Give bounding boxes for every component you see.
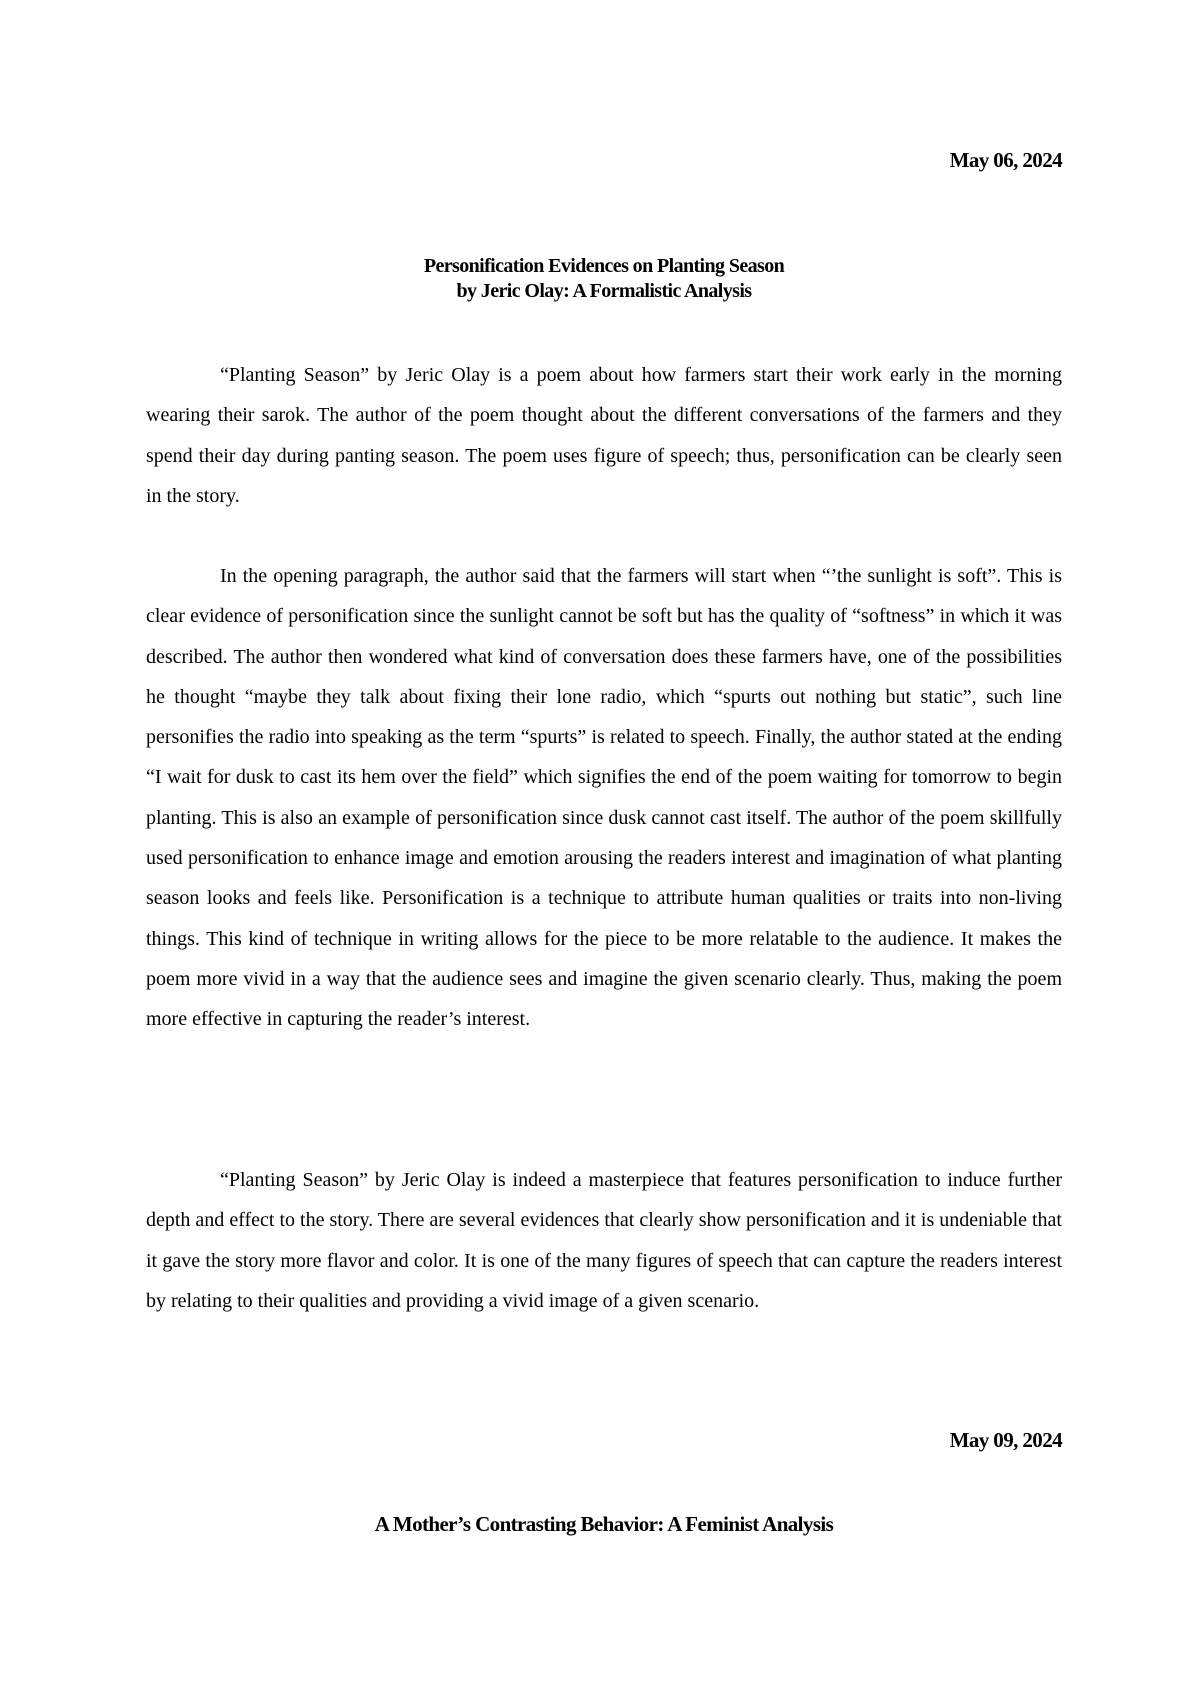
essay-paragraph-3: “Planting Season” by Jeric Olay is indeed a masterpiece that features personification to induce further depth and effect to the story. There are several evidences that clearly show personification and it is undeniable that it gave the story more flavor and color. It is one of the many figures of speech that can capture the readers interest by relating to their qualities and providing a vivid image of a given scenario.: [146, 1169, 1062, 1312]
entry-date: May 06, 2024: [949, 148, 1062, 172]
entry-date: May 09, 2024: [949, 1428, 1062, 1452]
essay-paragraph-2: In the opening paragraph, the author said that the farmers will start when “’the sunlight is soft”. This is clear evidence of personification since the sunlight cannot be soft but has the quality of “softness” in which it was described. The author then wondered what kind of conversation does these farmers have, one of the possibilities he thought “maybe they talk about fixing their lone radio, which “spurts out nothing but static”, such line personifies the radio into speaking as the term “spurts” is related to speech. Finally, the author stated at the ending “I wait for dusk to cast its hem over the field” which signifies the end of the poem waiting for tomorrow to begin planting. This is also an example of personification since dusk cannot cast itself. The author of the poem skillfully used personification to enhance image and emotion arousing the readers interest and imagination of what planting season looks and feels like. Personification is a technique to attribute human qualities or traits into non-living things. This kind of technique in writing allows for the piece to be more relatable to the audience. It makes the poem more vivid in a way that the audience sees and imagine the given scenario clearly. Thus, making the poem more effective in capturing the reader’s interest.: [146, 565, 1062, 1031]
essay-title-line-1: Personification Evidences on Planting Season: [423, 255, 785, 277]
essay-title: [146, 254, 1062, 304]
essay-title-line-2: by Jeric Olay: A Formalistic Analysis: [456, 280, 752, 302]
essay-paragraph-1: “Planting Season” by Jeric Olay is a poem about how farmers start their work early in the morning wearing their sarok. The author of the poem thought about the different conversations of the farmers and they spend their day during panting season. The poem uses figure of speech; thus, personification can be clearly seen in the story.: [146, 364, 1062, 507]
essay-title: [146, 1512, 1062, 1537]
essay-title-line-1: A Mother’s Contrasting Behavior: A Feminist Analysis: [374, 1512, 834, 1536]
